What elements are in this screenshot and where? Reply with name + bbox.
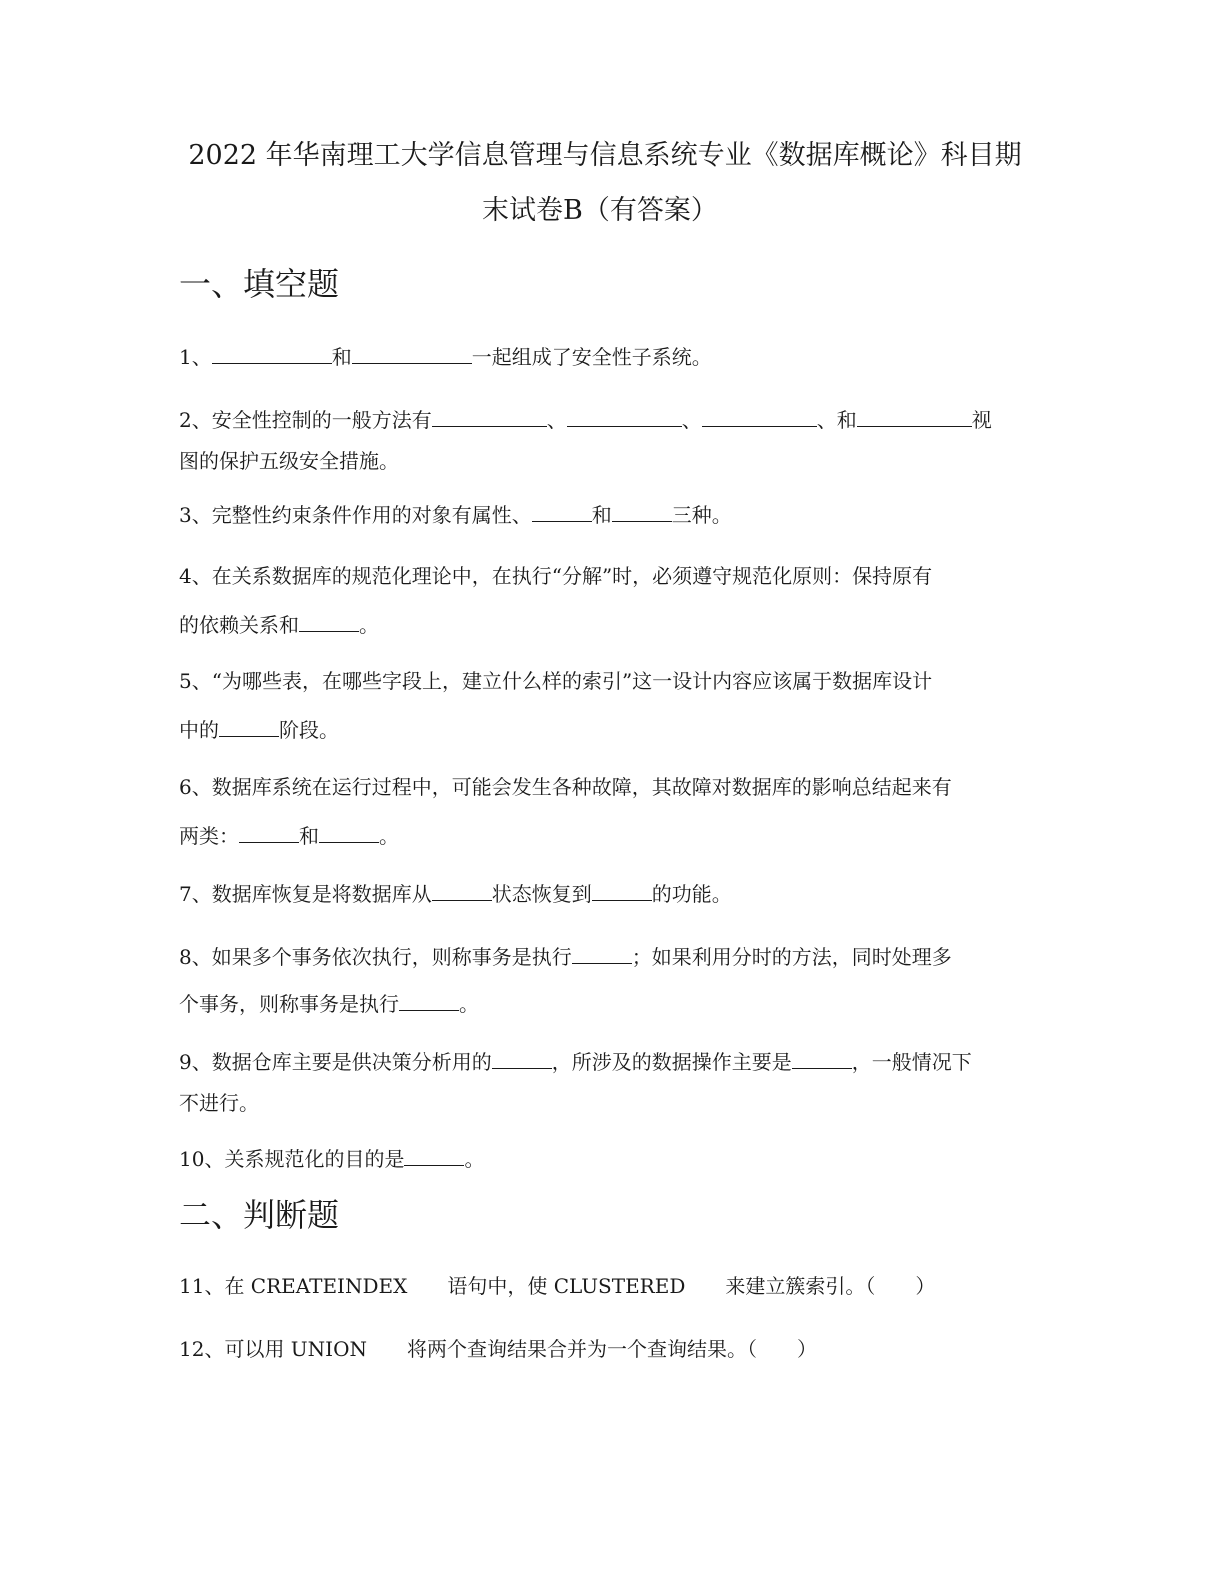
answer-blank [792,1050,852,1069]
answer-blank [319,824,379,843]
question-text: 可以用 UNION [224,1337,367,1361]
question-text: 完整性约束条件作用的对象有属性、 [211,503,532,527]
answer-blank [212,345,332,364]
question-6-line2 [179,824,1031,846]
question-number: 12、 [179,1337,225,1361]
question-text: “为哪些表，在哪些字段上，建立什么样的索引”这一设计内容应该属于数据库设计 [211,669,933,693]
question-text: 数据库恢复是将数据库从 [211,882,432,906]
question-number: 4、 [179,564,212,588]
answer-blank [399,992,459,1011]
question-number: 1、 [179,345,212,369]
question-number: 5、 [179,669,212,693]
question-4 [179,566,1031,586]
question-text: 关系规范化的目的是 [224,1147,405,1171]
question-text: 语句中，使 CLUSTERED [447,1274,686,1298]
question-5 [179,671,1031,691]
question-10 [179,1147,1031,1169]
answer-blank [572,945,632,964]
question-number: 7、 [179,882,212,906]
question-8 [179,945,1031,967]
question-text: ，所涉及的数据操作主要是 [551,1050,792,1074]
answer-blank [432,882,492,901]
section-heading-true-false: 二、判断题 [179,1196,340,1234]
question-text: 阶段。 [279,718,339,742]
question-2 [179,408,1031,430]
question-text: 两类： [179,824,239,848]
question-2-line2: 图的保护五级安全措施。 [179,449,399,473]
question-text: 来建立簇索引。（ ） [725,1274,936,1298]
question-text: 和 [591,503,612,527]
question-number: 11、 [179,1274,225,1298]
separator: 、 [546,408,567,432]
question-3 [179,503,1031,525]
question-text: 。 [379,824,399,848]
question-number: 2、 [179,408,212,432]
question-text: 视 [971,408,992,432]
question-number: 8、 [179,945,212,969]
answer-blank [702,408,817,427]
answer-blank [239,824,299,843]
answer-blank [592,882,652,901]
question-text: 一起组成了安全性子系统。 [471,345,712,369]
question-8-line2 [179,992,1031,1014]
answer-blank [404,1147,464,1166]
separator: 、 [681,408,702,432]
question-text: 和 [836,408,857,432]
question-12 [179,1339,1031,1359]
answer-blank [857,408,972,427]
question-6 [179,777,1031,797]
answer-blank [567,408,682,427]
question-text: 和 [331,345,352,369]
question-4-line2 [179,613,1031,635]
question-text: 的功能。 [651,882,732,906]
answer-blank [432,408,547,427]
question-number: 10、 [179,1147,225,1171]
question-text: ，一般情况下 [851,1050,972,1074]
answer-blank [612,503,672,522]
answer-blank [532,503,592,522]
question-text: 将两个查询结果合并为一个查询结果。（ ） [406,1337,817,1361]
section-heading-fill-in: 一、填空题 [179,265,340,303]
answer-blank [492,1050,552,1069]
question-text: 。 [359,613,379,637]
question-text: 个事务，则称事务是执行 [179,992,399,1016]
question-text: 状态恢复到 [491,882,592,906]
question-text: 和 [299,824,319,848]
question-text: 数据仓库主要是供决策分析用的 [211,1050,492,1074]
exam-title-line1: 2022 年华南理工大学信息管理与信息系统专业《数据库概论》科目期 [188,140,1022,171]
separator: 、 [816,408,837,432]
question-text: 在关系数据库的规范化理论中，在执行“分解”时，必须遵守规范化原则：保持原有 [211,564,933,588]
question-text: 的依赖关系和 [179,613,299,637]
question-5-line2 [179,718,1031,740]
question-9 [179,1050,1031,1072]
question-number: 9、 [179,1050,212,1074]
question-text: 。 [459,992,479,1016]
question-text: 在 CREATEINDEX [224,1274,408,1298]
question-9-line2: 不进行。 [179,1091,259,1115]
answer-blank [299,613,359,632]
question-7 [179,882,1031,904]
question-text: ；如果利用分时的方法，同时处理多 [631,945,952,969]
answer-blank [219,718,279,737]
question-number: 3、 [179,503,212,527]
question-number: 6、 [179,775,212,799]
answer-blank [352,345,472,364]
question-text: 如果多个事务依次执行，则称事务是执行 [211,945,572,969]
question-text: 三种。 [671,503,732,527]
question-1 [179,345,1031,367]
question-text: 数据库系统在运行过程中，可能会发生各种故障，其故障对数据库的影响总结起来有 [211,775,952,799]
question-text: 中的 [179,718,219,742]
question-11 [179,1276,1031,1296]
question-text: 安全性控制的一般方法有 [211,408,432,432]
question-text: 。 [464,1147,485,1171]
exam-title-line2: 末试卷B（有答案） [482,195,718,226]
